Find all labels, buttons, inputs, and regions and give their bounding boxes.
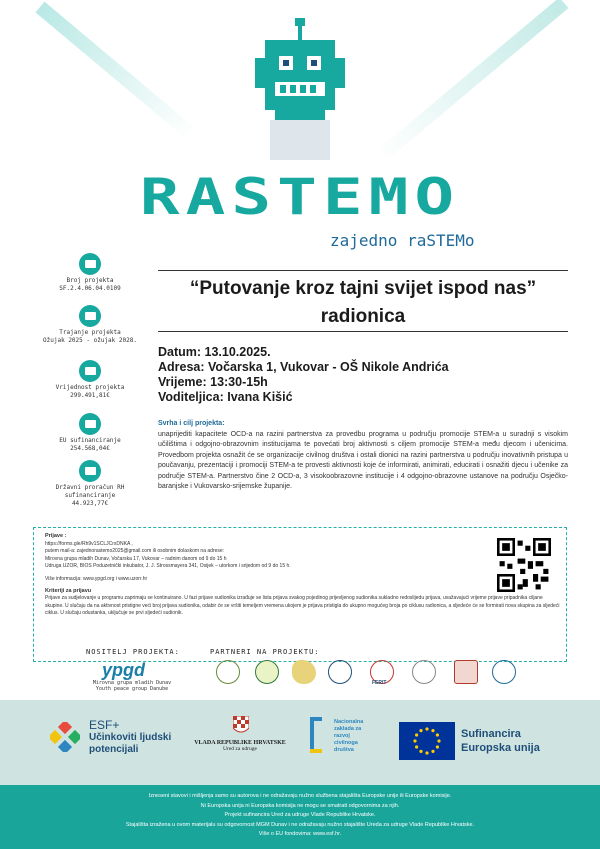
qr-code-icon[interactable] — [497, 538, 551, 592]
registration-line: Mirovna grupa mladih Dunav, Vočarska 17, Vukovar – radnim danom od 9 do 15 h — [45, 555, 227, 562]
info-eu-cofinancing — [38, 413, 142, 453]
robot-icon — [79, 360, 101, 382]
eu-text — [461, 727, 540, 755]
info-value: Ožujak 2025 - ožujak 2028. — [43, 337, 137, 344]
holder-name-en: Youth peace group Danube — [95, 686, 169, 692]
disclaimer — [0, 792, 600, 840]
info-value: 254.568,04€ — [70, 445, 110, 452]
criteria-heading: Kriteriji za prijavu — [45, 587, 92, 594]
logo-wordmark: RASTEMO — [139, 168, 461, 226]
info-value: 299.491,81€ — [70, 392, 110, 399]
registration-link[interactable]: https://forms.gle/Rh9v1SCLJCrxDNKA , — [45, 540, 133, 547]
robot-icon — [79, 253, 101, 275]
esf-text — [89, 719, 171, 756]
event-title-line1: “Putovanje kroz tajni svijet ispod nas” — [189, 278, 537, 299]
info-value: SF.2.4.06.04.0109 — [59, 285, 121, 292]
disclaimer-line: Projekt sufinancira Ured za udruge Vlade Republike Hrvatske. — [224, 812, 376, 819]
criteria-text: Prijave za sudjelovanje u programu zaprimaju se kontinuirano. U fazi prijave sudionika izrađuje se lista prijava svakog pojedinog prijevljenog sudionika sukladno redoslijedu prijava, uvažavajući vrijeme prijave pripadnika ciljane skupine. U slučaju da na aktivnost pristigne veći broj prijava sudionika, odabir će se vršiti temeljem vremena ukojem je prijava pristigla do ukupno mogućeg broja po ciklusu radionica, a sljedeće će se formirati nova skupina za sljedeći ciklus. U slučaju odustanka, uključuje se prvi sljedeći sudionik. — [45, 595, 560, 617]
esf-sub1: Učinkoviti ljudski — [89, 732, 172, 743]
decor-ray-left — [36, 2, 198, 141]
robot-icon — [79, 413, 101, 435]
gov-text — [180, 740, 300, 752]
partner-logo — [328, 660, 352, 684]
partner-logo — [292, 660, 316, 684]
info-label: Trajanje projekta — [59, 329, 121, 336]
event-address: Adresa: Vočarska 1, Vukovar - OŠ Nikole Andrića — [158, 360, 449, 374]
info-label: Vrijednost projekta — [55, 384, 125, 391]
info-project-number — [38, 253, 142, 293]
partners-label: PARTNERI NA PROJEKTU: — [210, 648, 320, 656]
disclaimer-line: Stajališta izražena u ovom materijalu su odgovornost MGM Dunav i ne odražavaju nužno stajalište Ureda za udruge Vlade Republike Hrvatske. — [125, 821, 475, 828]
partner-logo — [255, 660, 279, 684]
gov-office: Ured za udruge — [223, 746, 257, 752]
partner-logo — [412, 660, 436, 684]
nzrcd-line: Nacionalna — [334, 719, 364, 725]
partner-logo — [454, 660, 478, 684]
decor-ray-right — [376, 0, 569, 162]
partner-logo — [216, 660, 240, 684]
divider-bottom — [158, 331, 568, 332]
info-duration — [38, 305, 142, 345]
disclaimer-line: Izneseni stavovi i mišljenja samo su autorova i ne odražavaju nužno službena stajališta Europske unije ili Europske komisije. — [148, 793, 452, 799]
robot-icon — [245, 18, 355, 168]
event-title-line2: radionica — [320, 306, 406, 327]
info-label: Broj projekta — [66, 277, 114, 284]
divider-top — [158, 270, 568, 271]
info-state-budget — [38, 460, 142, 508]
holder-label: NOSITELJ PROJEKTA: — [86, 648, 180, 656]
nzrcd-text — [334, 719, 363, 754]
registration-line: putem mail-a: zajednorastemo2025@gmail.com ili osobnim dolaskom na adrese: — [45, 548, 225, 555]
nzrcd-line: društva — [334, 747, 354, 753]
nzrcd-line: civilnoga — [334, 740, 358, 746]
esf-title: ESF+ — [89, 718, 120, 732]
more-info: Više informacija: www.ypgd.org i www.uzorr.hr — [45, 575, 148, 582]
event-title — [158, 275, 568, 331]
partner-logo — [492, 660, 516, 684]
nzrcd-line: razvoj — [334, 733, 350, 739]
robot-icon — [79, 305, 101, 327]
eu-flag-icon — [399, 722, 455, 760]
event-date: Datum: 13.10.2025. — [158, 345, 271, 359]
info-project-value — [38, 360, 142, 400]
esf-logo-icon — [50, 722, 80, 752]
robot-icon — [79, 460, 101, 482]
esf-sub2: potencijali — [89, 744, 139, 755]
nzrcd-line: zaklada za — [334, 726, 362, 732]
info-value: 44.923,77€ — [71, 500, 109, 507]
registration-line: Udruga UZOR, BIOS Poduzetnički inkubator, J. J. Strossmayera 341, Osijek – utorkom i srijedom od 9 do 15 h. — [45, 563, 291, 570]
holder-logo: ypgd — [102, 660, 145, 680]
eu-line1: Sufinancira — [461, 728, 521, 740]
event-details — [158, 345, 449, 405]
event-time: Vrijeme: 13:30-15h — [158, 375, 268, 389]
partner-ferit-label: FERIT — [372, 680, 387, 686]
gov-title: VLADA REPUBLIKE HRVATSKE — [194, 740, 286, 746]
purpose-text: unaprijediti kapacitete OCD-a na razini partnerstva za provedbu programa u području promocije STEM-a u suradnji s visokim učilištima i odgojno-obrazovnim institucijama te povećati broj aktivnosti s ciljem promocije STEM-a među djecom i učenicima. Provedbom projekta osnažit će se organizacije civilnog društva i ostali dionici na razini partnerstva u području inovativnih pristupa u poučavanju, prezentaciji i promociji STEM-a te provesti aktivnosti koje će informirati, animirati, educirati i osnažiti djecu i učenike za područje STEM-a. Partnerstvo čine 2 OCD-a, 3 visokoobrazovne institucije i 4 odgojno-obrazovne ustanove na području Osječko-baranjske i Vukovarsko-srijemske županije. — [158, 431, 568, 491]
info-label: Državni proračun RH sufinanciranje — [55, 484, 125, 499]
event-leader: Voditeljica: Ivana Kišić — [158, 390, 293, 404]
holder-name — [82, 680, 182, 692]
holder-name-hr: Mirovna grupa mladih Dunav — [92, 680, 172, 686]
registration-info — [45, 533, 560, 618]
logo-tagline: zajedno raSTEMo — [330, 231, 475, 250]
purpose-heading: Svrha i cilj projekta: — [158, 420, 225, 427]
disclaimer-line[interactable]: Više o EU fondovima: www.esf.hr. — [258, 831, 342, 838]
info-label: EU sufinanciranje — [59, 437, 121, 444]
eu-line2: Europska unija — [461, 742, 540, 754]
registration-heading: Prijave : — [45, 533, 67, 539]
disclaimer-line: Ni Europska unija ni Europska komisija ne mogu se smatrati odgovornima za njih. — [200, 802, 400, 809]
croatia-coat-of-arms-icon — [233, 716, 249, 736]
nzrcd-logo-icon — [310, 717, 330, 753]
